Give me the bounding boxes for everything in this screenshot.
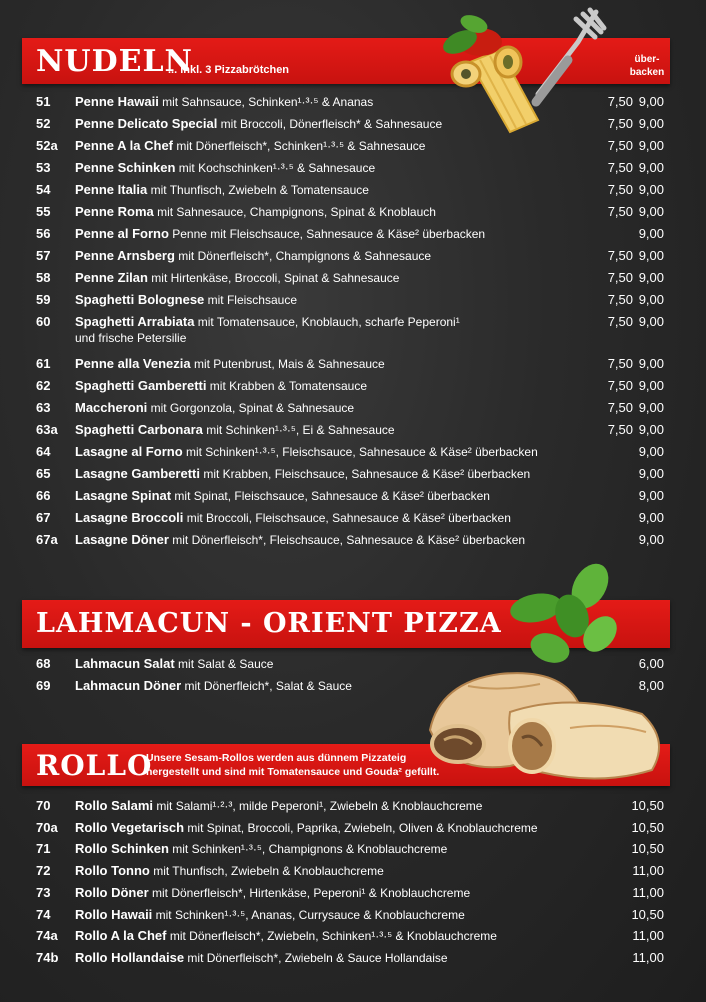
item-ingredients: mit Salat & Sauce bbox=[174, 657, 274, 671]
item-ingredients: mit Dönerfleisch*, Zwiebeln & Sauce Hollandaise bbox=[184, 950, 448, 965]
item-name: Rollo Salami bbox=[75, 798, 154, 813]
item-price: 11,00 bbox=[632, 949, 664, 965]
item-price: 10,50 bbox=[631, 819, 664, 835]
item-ingredients: mit Spinat, Broccoli, Paprika, Zwiebeln, Oliven & Knoblauchcreme bbox=[184, 820, 538, 835]
item-ingredients: mit Salami¹·²·³, milde Peperoni¹, Zwiebeln & Knoblauchcreme bbox=[153, 799, 483, 813]
item-ingredients: mit Kochschinken¹·³·⁵ & Sahnesauce bbox=[175, 161, 376, 175]
item-price: 7,50 bbox=[607, 182, 633, 197]
item-ingredients: mit Fleischsauce bbox=[204, 293, 297, 307]
item-ingredients: mit Dönerfleisch*, Champignons & Sahnesauce bbox=[174, 249, 432, 263]
item-description bbox=[75, 950, 448, 966]
item-price-ueberbacken: 9,00 bbox=[638, 270, 664, 285]
item-name: Rollo Hollandaise bbox=[75, 949, 185, 965]
item-ingredients: mit Dönerfleisch*, Schinken¹·³·⁵ & Sahnesauce bbox=[173, 139, 426, 153]
item-ingredients: mit Sahnsauce, Schinken¹·³·⁵ & Ananas bbox=[158, 95, 374, 109]
item-description bbox=[75, 116, 442, 132]
item-description bbox=[75, 94, 373, 110]
item-price: 7,50 bbox=[607, 314, 633, 329]
item-number: 52 bbox=[36, 116, 51, 131]
item-description bbox=[75, 226, 485, 242]
item-number: 65 bbox=[36, 466, 51, 481]
item-description bbox=[75, 928, 497, 944]
item-description bbox=[75, 885, 470, 901]
item-name: Spaghetti Carbonara bbox=[75, 422, 203, 437]
item-price: 11,00 bbox=[632, 928, 664, 944]
item-price: 7,50 bbox=[607, 422, 633, 437]
item-description bbox=[75, 907, 465, 923]
item-price-ueberbacken: 9,00 bbox=[638, 292, 664, 307]
item-number: 70a bbox=[36, 819, 58, 835]
rollo-note bbox=[146, 751, 439, 779]
item-ingredients: mit Tomatensauce, Knoblauch, scharfe Peperoni¹ bbox=[194, 315, 460, 329]
item-price: 7,50 bbox=[607, 378, 633, 393]
item-number: 60 bbox=[36, 314, 51, 329]
item-name: Lahmacun Döner bbox=[75, 678, 182, 693]
item-name: Spaghetti Gamberetti bbox=[75, 378, 207, 393]
item-price: 6,00 bbox=[638, 656, 664, 671]
item-price: 10,50 bbox=[631, 841, 664, 857]
item-price-ueberbacken: 9,00 bbox=[638, 466, 664, 481]
item-number: 62 bbox=[36, 378, 51, 393]
item-description bbox=[75, 314, 460, 330]
item-number: 74a bbox=[36, 928, 58, 944]
item-name: Penne Zilan bbox=[75, 270, 148, 285]
item-price-ueberbacken: 9,00 bbox=[638, 182, 664, 197]
item-name: Rollo A la Chef bbox=[75, 928, 167, 944]
item-number: 73 bbox=[36, 884, 51, 900]
item-price-ueberbacken: 9,00 bbox=[638, 204, 664, 219]
item-price: 7,50 bbox=[607, 94, 633, 109]
item-description bbox=[75, 292, 297, 308]
basil-leaves-image bbox=[508, 560, 628, 670]
item-name: Rollo Schinken bbox=[75, 841, 169, 857]
item-price-ueberbacken: 9,00 bbox=[638, 422, 664, 437]
item-price: 7,50 bbox=[607, 248, 633, 263]
item-price-ueberbacken: 9,00 bbox=[638, 510, 664, 525]
item-price-ueberbacken: 9,00 bbox=[638, 400, 664, 415]
item-name: Lasagne Döner bbox=[75, 532, 169, 547]
item-price: 7,50 bbox=[607, 400, 633, 415]
item-description bbox=[75, 444, 538, 460]
item-number: 58 bbox=[36, 270, 51, 285]
item-price: 11,00 bbox=[632, 884, 664, 900]
item-price: 7,50 bbox=[607, 292, 633, 307]
item-description bbox=[75, 532, 525, 548]
item-ingredients: mit Gorgonzola, Spinat & Sahnesauce bbox=[147, 401, 355, 415]
item-name: Penne Schinken bbox=[75, 160, 176, 175]
item-ingredients: Penne mit Fleischsauce, Sahnesauce & Käse² überbacken bbox=[168, 227, 486, 241]
rollo-wrap-image bbox=[420, 662, 682, 792]
item-ingredients: mit Thunfisch, Zwiebeln & Tomatensauce bbox=[147, 183, 369, 197]
item-number: 53 bbox=[36, 160, 51, 175]
item-name: Lasagne Spinat bbox=[75, 488, 172, 503]
item-name: Maccheroni bbox=[75, 400, 148, 415]
item-name: Spaghetti Bolognese bbox=[75, 292, 205, 307]
item-number: 55 bbox=[36, 204, 51, 219]
item-name: Penne al Forno bbox=[75, 226, 169, 241]
item-price-ueberbacken: 9,00 bbox=[638, 488, 664, 503]
item-ingredients: mit Schinken¹·³·⁵, Ananas, Currysauce & Knoblauchcreme bbox=[152, 907, 465, 922]
item-name: Penne alla Venezia bbox=[75, 356, 191, 371]
nudeln-title: NUDELN bbox=[36, 44, 193, 79]
item-name: Penne Roma bbox=[75, 204, 154, 219]
item-number: 66 bbox=[36, 488, 51, 503]
item-price-ueberbacken: 9,00 bbox=[638, 356, 664, 371]
item-ingredients: mit Hirtenkäse, Broccoli, Spinat & Sahnesauce bbox=[147, 271, 400, 285]
item-name: Lasagne al Forno bbox=[75, 444, 183, 459]
item-price: 10,50 bbox=[631, 798, 664, 813]
item-ingredients: mit Krabben & Tomatensauce bbox=[206, 379, 368, 393]
item-price-ueberbacken: 9,00 bbox=[638, 532, 664, 547]
rollo-note-line2: hergestellt und sind mit Tomatensauce und Gouda² gefüllt. bbox=[146, 766, 440, 778]
item-ingredients: mit Spinat, Fleischsauce, Sahnesauce & Käse² überbacken bbox=[171, 489, 490, 503]
item-price-ueberbacken: 9,00 bbox=[638, 160, 664, 175]
ueberbacken-header-line1: über- bbox=[634, 54, 660, 65]
item-number: 71 bbox=[36, 841, 51, 857]
item-name: Lasagne Broccoli bbox=[75, 510, 184, 525]
item-name: Penne Delicato Special bbox=[75, 116, 218, 131]
item-description bbox=[75, 820, 538, 836]
item-ingredients: mit Broccoli, Dönerfleisch* & Sahnesauce bbox=[217, 117, 443, 131]
item-number: 69 bbox=[36, 678, 51, 693]
item-number: 63a bbox=[36, 422, 58, 437]
item-description bbox=[75, 182, 369, 198]
item-price: 7,50 bbox=[607, 138, 633, 153]
item-number: 56 bbox=[36, 226, 51, 241]
item-description bbox=[75, 422, 395, 438]
item-number: 61 bbox=[36, 356, 51, 371]
item-ingredients: mit Thunfisch, Zwiebeln & Knoblauchcreme bbox=[149, 864, 384, 879]
item-number: 52a bbox=[36, 138, 58, 153]
item-price: 7,50 bbox=[607, 204, 633, 219]
item-name: Penne Arnsberg bbox=[75, 248, 175, 263]
ueberbacken-header bbox=[626, 53, 668, 79]
item-name: Penne A la Chef bbox=[75, 138, 174, 153]
item-description bbox=[75, 798, 482, 814]
item-number: 51 bbox=[36, 94, 51, 109]
item-price-ueberbacken: 9,00 bbox=[638, 378, 664, 393]
item-price: 7,50 bbox=[607, 160, 633, 175]
item-price: 11,00 bbox=[632, 863, 664, 879]
item-number: 67 bbox=[36, 510, 51, 525]
ueberbacken-header-line2: backen bbox=[629, 67, 665, 78]
item-description bbox=[75, 678, 352, 694]
item-price: 7,50 bbox=[607, 356, 633, 371]
item-description bbox=[75, 248, 431, 264]
item-price: 7,50 bbox=[607, 270, 633, 285]
item-name: Penne Hawaii bbox=[75, 94, 159, 109]
item-price-ueberbacken: 9,00 bbox=[638, 248, 664, 263]
item-name: Rollo Döner bbox=[75, 884, 149, 900]
item-description bbox=[75, 204, 436, 220]
item-name: Rollo Hawaii bbox=[75, 906, 153, 922]
item-description bbox=[75, 863, 384, 879]
item-name: Lahmacun Salat bbox=[75, 656, 175, 671]
item-price-ueberbacken: 9,00 bbox=[638, 226, 664, 241]
item-number: 72 bbox=[36, 863, 51, 879]
rollo-title: ROLLO bbox=[36, 749, 153, 782]
item-ingredients-cont: und frische Petersilie bbox=[75, 331, 187, 345]
item-ingredients: mit Krabben, Fleischsauce, Sahnesauce & Käse² überbacken bbox=[200, 467, 531, 481]
item-description bbox=[75, 656, 273, 672]
item-ingredients: mit Schinken¹·³·⁵, Fleischsauce, Sahnesauce & Käse² überbacken bbox=[182, 445, 538, 459]
item-ingredients: mit Broccoli, Fleischsauce, Sahnesauce & Käse² überbacken bbox=[183, 511, 511, 525]
item-name: Spaghetti Arrabiata bbox=[75, 314, 195, 329]
item-price: 8,00 bbox=[638, 678, 664, 693]
item-description bbox=[75, 138, 425, 154]
item-price-ueberbacken: 9,00 bbox=[638, 314, 664, 329]
item-description bbox=[75, 160, 375, 176]
nudeln-subtitle: ... inkl. 3 Pizzabrötchen bbox=[168, 64, 290, 76]
item-number: 70 bbox=[36, 798, 51, 813]
item-price: 10,50 bbox=[631, 906, 664, 922]
item-description bbox=[75, 270, 399, 286]
item-ingredients: mit Dönerfleisch*, Fleischsauce, Sahnesauce & Käse² überbacken bbox=[168, 533, 526, 547]
item-description bbox=[75, 466, 530, 482]
item-number: 74b bbox=[36, 949, 59, 965]
item-description bbox=[75, 510, 511, 526]
item-ingredients: mit Schinken¹·³·⁵, Champignons & Knoblauchcreme bbox=[168, 842, 448, 857]
item-price-ueberbacken: 9,00 bbox=[638, 444, 664, 459]
item-number: 68 bbox=[36, 656, 51, 671]
item-ingredients: mit Putenbrust, Mais & Sahnesauce bbox=[190, 357, 385, 371]
item-description bbox=[75, 841, 447, 857]
pasta-fork-image bbox=[418, 2, 608, 137]
item-number: 64 bbox=[36, 444, 51, 459]
item-number: 57 bbox=[36, 248, 51, 263]
item-ingredients: mit Dönerfleich*, Salat & Sauce bbox=[181, 679, 352, 693]
item-description bbox=[75, 488, 490, 504]
item-description bbox=[75, 400, 354, 416]
item-description bbox=[75, 356, 385, 372]
item-name: Penne Italia bbox=[75, 182, 148, 197]
lahmacun-title: LAHMACUN - ORIENT PIZZA bbox=[36, 608, 502, 639]
item-price-ueberbacken: 9,00 bbox=[638, 116, 664, 131]
item-name: Rollo Tonno bbox=[75, 863, 150, 879]
item-number: 59 bbox=[36, 292, 51, 307]
item-price: 7,50 bbox=[607, 116, 633, 131]
item-ingredients: mit Dönerfleisch*, Zwiebeln, Schinken¹·³·⁵ & Knoblauchcreme bbox=[166, 929, 497, 944]
item-ingredients: mit Dönerfleisch*, Hirtenkäse, Peperoni¹ & Knoblauchcreme bbox=[148, 885, 471, 900]
item-ingredients: mit Schinken¹·³·⁵, Ei & Sahnesauce bbox=[202, 423, 395, 437]
item-name: Rollo Vegetarisch bbox=[75, 819, 185, 835]
item-number: 67a bbox=[36, 532, 58, 547]
item-price-ueberbacken: 9,00 bbox=[638, 94, 664, 109]
item-number: 54 bbox=[36, 182, 51, 197]
item-name: Lasagne Gamberetti bbox=[75, 466, 200, 481]
item-description bbox=[75, 378, 367, 394]
item-price-ueberbacken: 9,00 bbox=[638, 138, 664, 153]
item-number: 63 bbox=[36, 400, 51, 415]
rollo-note-line1: Unsere Sesam-Rollos werden aus dünnem Pizzateig bbox=[146, 752, 407, 764]
item-number: 74 bbox=[36, 906, 51, 922]
item-ingredients: mit Sahnesauce, Champignons, Spinat & Knoblauch bbox=[153, 205, 436, 219]
